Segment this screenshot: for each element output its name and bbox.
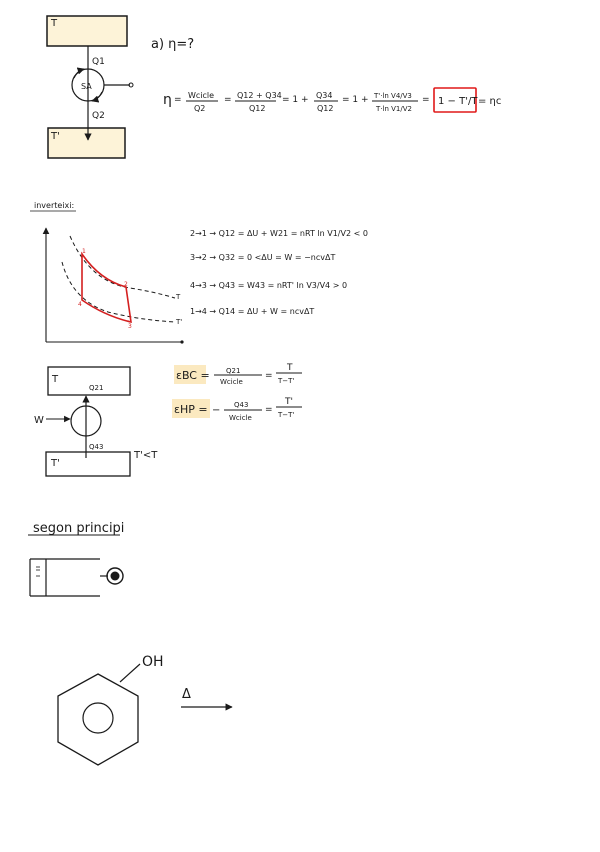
- aromatic-ring: [83, 703, 113, 733]
- frac2-num: Q12 + Q34: [237, 91, 282, 100]
- svg-text:−: −: [212, 405, 221, 416]
- frac3-den: Q12: [317, 104, 334, 113]
- svg-text:=: =: [174, 95, 182, 105]
- inverse-heading: inverteixi:: [34, 201, 75, 210]
- pv-diagram: [46, 228, 184, 344]
- eps-hp-rnum: T': [285, 397, 293, 407]
- piston-cylinder: [30, 559, 123, 596]
- eps-hp-lhs: εHP =: [174, 403, 208, 416]
- engine-center-label: SA: [81, 82, 92, 91]
- fridge-cold-label: T': [51, 458, 60, 469]
- efficiency-equation: [163, 88, 501, 113]
- refrigerator-diagram: [34, 367, 158, 476]
- temperature-condition: T'<T: [134, 450, 158, 461]
- point-3: 3: [128, 323, 132, 330]
- oh-bond: [120, 664, 140, 682]
- eq-3-2: 3→2 → Q32 = 0 <ΔU = W = −ncvΔT: [190, 253, 336, 262]
- frac4-den: T·ln V1/V2: [376, 105, 412, 113]
- point-4: 4: [78, 301, 82, 308]
- eps-hp-rden: T−T': [278, 411, 295, 419]
- svg-text:=: =: [265, 371, 273, 381]
- benzene-hexagon: [58, 674, 138, 765]
- fridge-hot-label: T: [52, 374, 59, 385]
- eq-1-4: 1→4 → Q14 = ΔU + W = ncvΔT: [190, 307, 315, 316]
- carnot-cycle-path: [82, 254, 131, 322]
- frac4-num: T'·ln V4/V3: [374, 92, 412, 100]
- svg-text:=: =: [422, 95, 430, 105]
- heat-engine-diagram: [47, 16, 194, 158]
- boxed-result: 1 − T'/T: [438, 96, 478, 107]
- frac2-den: Q12: [249, 104, 266, 113]
- eps-bc-rnum: T: [287, 363, 293, 373]
- cold-reservoir-label: T': [51, 131, 60, 142]
- eps-bc-den: Wcicle: [220, 378, 243, 386]
- hot-reservoir-label: T: [51, 18, 58, 29]
- term4: = 1 +: [342, 95, 369, 105]
- label-T: T: [176, 293, 181, 301]
- term3: = 1 +: [282, 95, 309, 105]
- second-law-heading: segon principi: [33, 521, 125, 536]
- svg-text:=: =: [265, 405, 273, 415]
- isotherm-T-prime: [62, 262, 175, 322]
- work-label: W: [34, 415, 44, 426]
- oh-label: OH: [142, 654, 164, 670]
- phenol-structure: [58, 654, 232, 765]
- point-1: 1: [82, 248, 86, 255]
- eps-bc-num: Q21: [226, 367, 241, 375]
- process-equations: [190, 229, 368, 316]
- eps-bc-lhs: εBC =: [176, 369, 210, 382]
- eps-hp-num: Q43: [234, 401, 249, 409]
- eq-4-3: 4→3 → Q43 = W43 = nRT' ln V3/V4 > 0: [190, 281, 348, 290]
- eps-hp-den: Wcicle: [229, 414, 252, 422]
- hot-reservoir: [47, 16, 127, 46]
- frac3-num: Q34: [316, 91, 333, 100]
- svg-text:=: =: [224, 95, 232, 105]
- q-bot-label: Q43: [89, 443, 104, 451]
- frac1-num: Wcicle: [188, 91, 215, 100]
- eta-symbol: η: [163, 92, 172, 108]
- q-top-label: Q21: [89, 384, 104, 392]
- eps-bc-rden: T−T': [278, 377, 295, 385]
- point-2: 2: [124, 281, 128, 288]
- delta-symbol: Δ: [182, 687, 191, 702]
- heat-out-label: Q2: [92, 111, 105, 121]
- heat-in-label: Q1: [92, 57, 105, 67]
- efficiency-question: a) η=?: [151, 37, 195, 52]
- eq-2-1: 2→1 → Q12 = ΔU + W21 = nRT ln V1/V2 < 0: [190, 229, 368, 238]
- carnot-eta: = ηc: [478, 96, 502, 107]
- isotherm-T: [70, 236, 175, 298]
- frac1-den: Q2: [194, 104, 206, 113]
- cop-equations: [172, 363, 302, 422]
- label-T-prime: T': [176, 318, 183, 326]
